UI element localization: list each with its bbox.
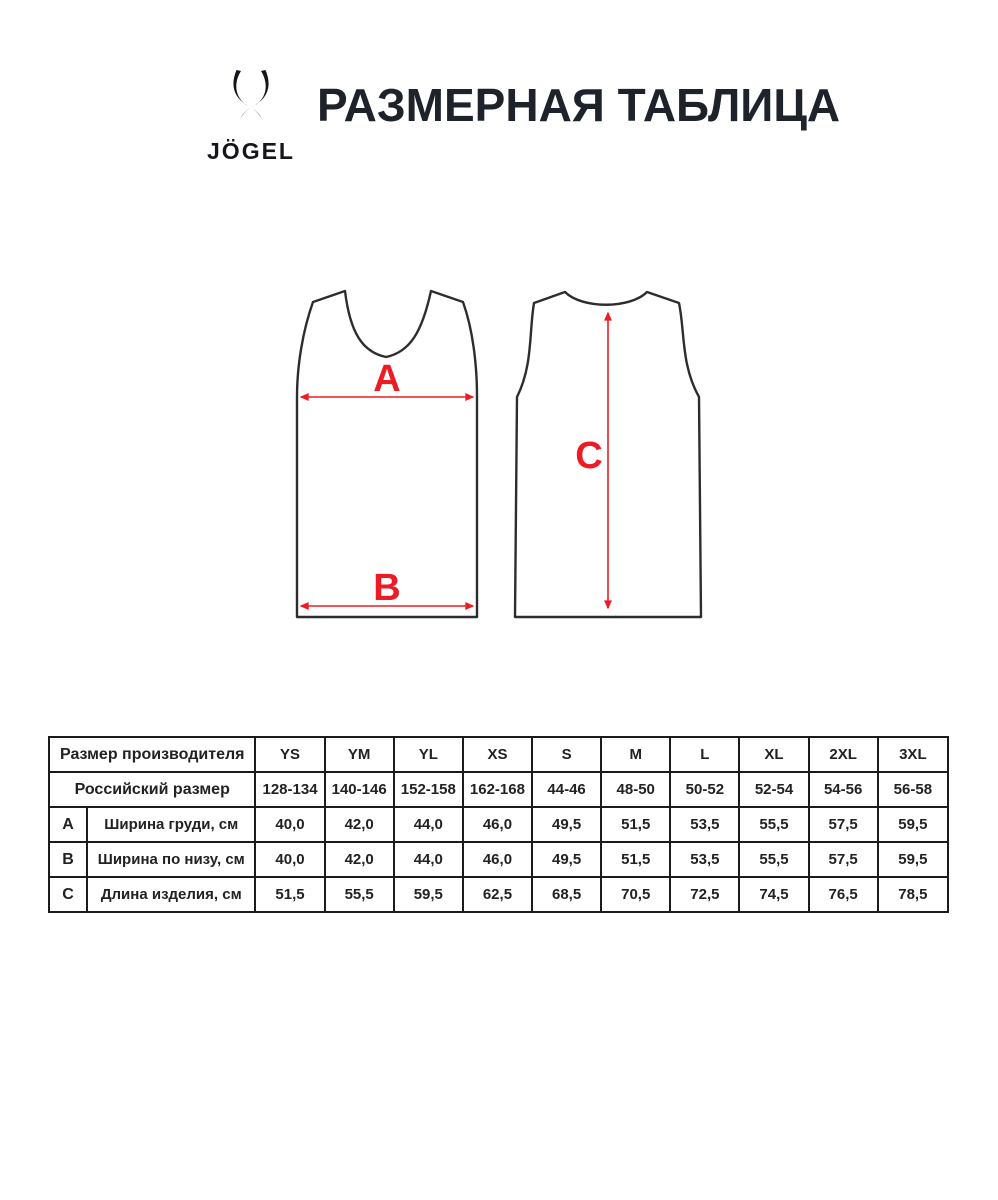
- size-col-header: YL: [394, 737, 463, 772]
- row-label: Длина изделия, см: [87, 877, 255, 912]
- size-col-header: M: [601, 737, 670, 772]
- russian-size-cell: 54-56: [809, 772, 878, 807]
- row-label: Ширина груди, см: [87, 807, 255, 842]
- measure-value-cell: 49,5: [532, 807, 601, 842]
- size-col-header: S: [532, 737, 601, 772]
- size-col-header: YS: [255, 737, 324, 772]
- measure-value-cell: 42,0: [325, 807, 394, 842]
- manufacturer-size-label: Размер производителя: [49, 737, 255, 772]
- measure-value-cell: 46,0: [463, 842, 532, 877]
- measure-value-cell: 70,5: [601, 877, 670, 912]
- measure-value-cell: 72,5: [670, 877, 739, 912]
- russian-size-cell: 44-46: [532, 772, 601, 807]
- measure-value-cell: 53,5: [670, 842, 739, 877]
- size-col-header: L: [670, 737, 739, 772]
- measure-row-c: [49, 877, 948, 912]
- russian-size-cell: 52-54: [739, 772, 808, 807]
- measure-value-cell: 62,5: [463, 877, 532, 912]
- brand-name: JÖGEL: [207, 138, 295, 164]
- russian-size-cell: 140-146: [325, 772, 394, 807]
- measure-value-cell: 44,0: [394, 842, 463, 877]
- russian-size-row: [49, 772, 948, 807]
- measure-value-cell: 40,0: [255, 807, 324, 842]
- measure-value-cell: 55,5: [325, 877, 394, 912]
- measure-row-a: [49, 807, 948, 842]
- measure-value-cell: 76,5: [809, 877, 878, 912]
- russian-size-cell: 162-168: [463, 772, 532, 807]
- size-col-header: XL: [739, 737, 808, 772]
- page-title: РАЗМЕРНАЯ ТАБЛИЦА: [317, 79, 841, 131]
- measure-value-cell: 78,5: [878, 877, 948, 912]
- manufacturer-size-row: [49, 737, 948, 772]
- measure-row-b: [49, 842, 948, 877]
- measure-value-cell: 59,5: [878, 807, 948, 842]
- row-letter: B: [49, 842, 87, 877]
- measure-value-cell: 40,0: [255, 842, 324, 877]
- measure-value-cell: 51,5: [601, 842, 670, 877]
- measure-label-c: C: [575, 435, 603, 477]
- row-label: Ширина по низу, см: [87, 842, 255, 877]
- measure-value-cell: 74,5: [739, 877, 808, 912]
- size-col-header: 3XL: [878, 737, 948, 772]
- measure-value-cell: 59,5: [878, 842, 948, 877]
- row-letter: C: [49, 877, 87, 912]
- measure-value-cell: 59,5: [394, 877, 463, 912]
- measure-value-cell: 42,0: [325, 842, 394, 877]
- size-col-header: 2XL: [809, 737, 878, 772]
- measure-value-cell: 57,5: [809, 807, 878, 842]
- russian-size-label: Российский размер: [49, 772, 255, 807]
- measure-value-cell: 55,5: [739, 842, 808, 877]
- russian-size-cell: 48-50: [601, 772, 670, 807]
- measure-value-cell: 51,5: [255, 877, 324, 912]
- russian-size-cell: 56-58: [878, 772, 948, 807]
- measure-value-cell: 51,5: [601, 807, 670, 842]
- row-letter: A: [49, 807, 87, 842]
- size-table: [48, 736, 949, 913]
- measure-label-a: A: [373, 358, 401, 400]
- russian-size-cell: 128-134: [255, 772, 324, 807]
- measure-value-cell: 49,5: [532, 842, 601, 877]
- measure-value-cell: 44,0: [394, 807, 463, 842]
- russian-size-cell: 50-52: [670, 772, 739, 807]
- size-col-header: XS: [463, 737, 532, 772]
- russian-size-cell: 152-158: [394, 772, 463, 807]
- measure-value-cell: 55,5: [739, 807, 808, 842]
- measure-value-cell: 68,5: [532, 877, 601, 912]
- size-col-header: YM: [325, 737, 394, 772]
- measure-value-cell: 46,0: [463, 807, 532, 842]
- measure-value-cell: 53,5: [670, 807, 739, 842]
- measure-value-cell: 57,5: [809, 842, 878, 877]
- measure-label-b: B: [373, 567, 401, 609]
